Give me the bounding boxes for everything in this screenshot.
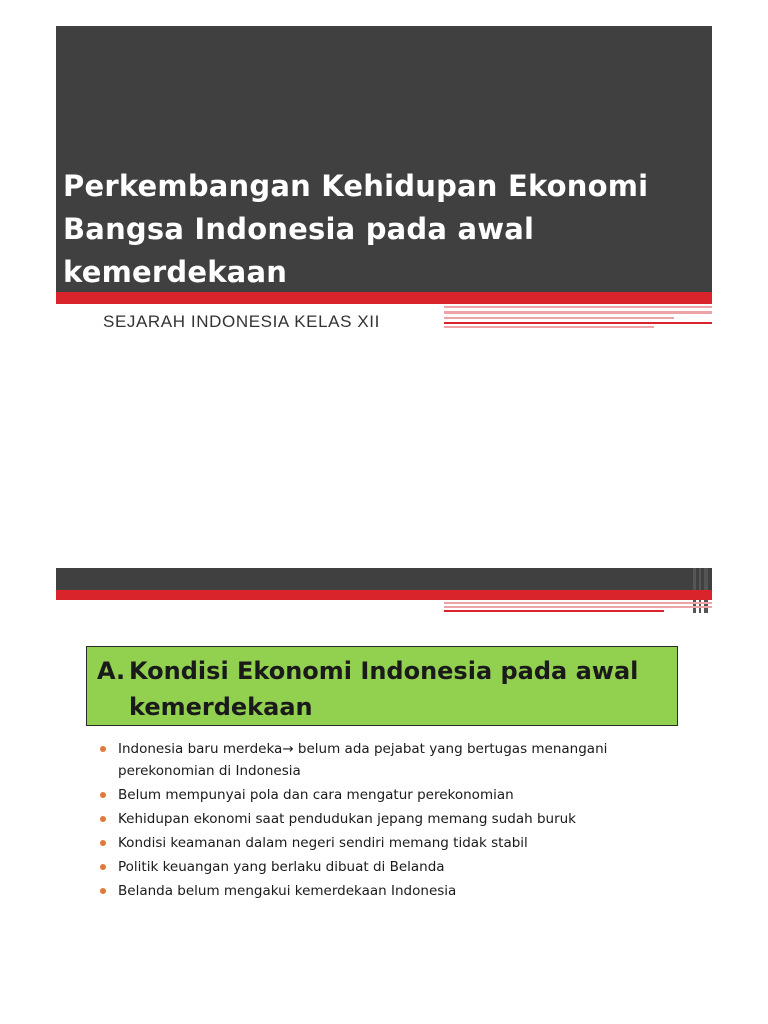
decor-line — [444, 326, 654, 328]
list-item: Kehidupan ekonomi saat pendudukan jepang memang sudah buruk — [100, 808, 690, 830]
list-item: Belum mempunyai pola dan cara mengatur perekonomian — [100, 784, 690, 806]
bullet-dot-icon — [100, 816, 106, 822]
decor-line — [444, 317, 674, 319]
list-item: Belanda belum mengakui kemerdekaan Indonesia — [100, 880, 690, 902]
decor-line — [444, 602, 712, 604]
bullet-list — [100, 738, 690, 904]
list-item: Indonesia baru merdeka→ belum ada pejabat yang bertugas menangani perekonomian di Indonesia — [100, 738, 690, 782]
decor-line — [444, 606, 712, 608]
list-item: Kondisi keamanan dalam negeri sendiri memang tidak stabil — [100, 832, 690, 854]
decor-line — [444, 306, 712, 308]
bullet-dot-icon — [100, 746, 106, 752]
section-heading-line2: kemerdekaan — [129, 693, 313, 721]
bullet-dot-icon — [100, 840, 106, 846]
section-heading-box — [86, 646, 678, 726]
slide-subtitle: SEJARAH INDONESIA KELAS XII — [103, 312, 380, 331]
content-slide-dark-band — [56, 568, 712, 590]
bullet-dot-icon — [100, 792, 106, 798]
bullet-dot-icon — [100, 888, 106, 894]
decor-line — [444, 610, 664, 612]
decor-line — [444, 322, 712, 324]
decor-line — [444, 311, 712, 314]
bullet-dot-icon — [100, 864, 106, 870]
section-heading — [97, 653, 669, 725]
content-red-band — [56, 590, 712, 600]
section-letter: A. — [97, 657, 126, 685]
slide-title: Perkembangan Kehidupan Ekonomi Bangsa Indonesia pada awal kemerdekaan — [63, 169, 649, 289]
list-item: Politik keuangan yang berlaku dibuat di Belanda — [100, 856, 690, 878]
title-red-band — [56, 292, 712, 304]
section-heading-line1: Kondisi Ekonomi Indonesia pada awal — [129, 657, 639, 685]
